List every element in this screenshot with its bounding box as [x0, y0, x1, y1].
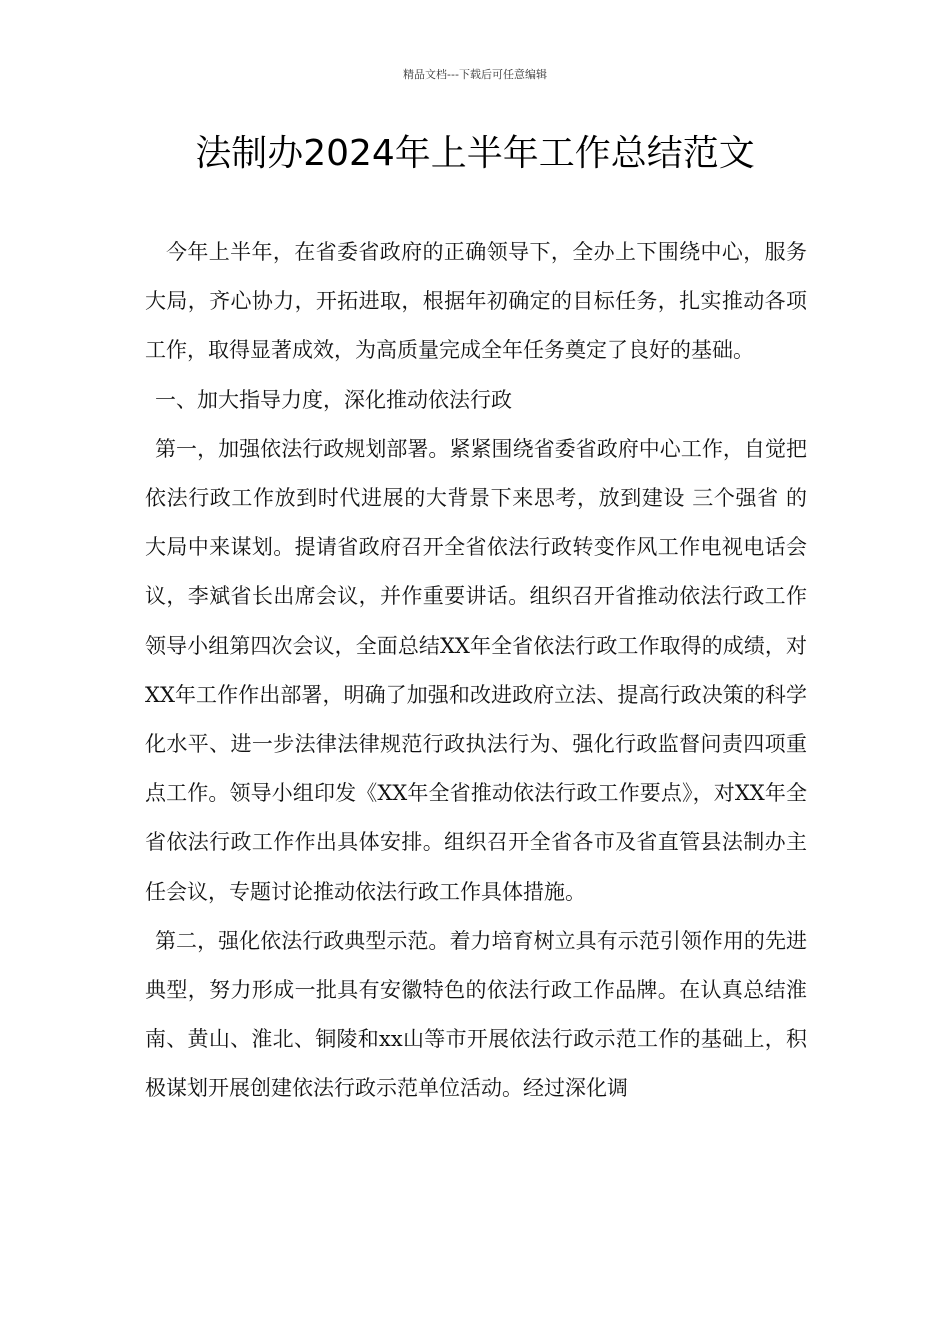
paragraph-second-point: 第二，强化依法行政典型示范。着力培育树立具有示范引领作用的先进典型，努力形成一批具有安徽特色的依法行政工作品牌。在认真总结淮南、黄山、淮北、铜陵和xx山等市开展依法行政示范工作的基础上，积极谋划开展创建依法行政示范单位活动。经过深化调 — [145, 928, 807, 1101]
paragraph-first-point: 第一，加强依法行政规划部署。紧紧围绕省委省政府中心工作，自觉把依法行政工作放到时代进展的大背景下来思考，放到建设 三个强省 的大局中来谋划。提请省政府召开全省依法行政转变作风工作电视电话会议，李斌省长出席会议，并作重要讲话。组织召开省推动依法行政工作领导小组第四次会议，全面总结XX年全省依法行政工作取得的成绩，对XX年工作作出部署，明确了加强和改进政府立法、提高行政决策的科学化水平、进一步法律法律规范行政执法行为、强化行政监督问责四项重点工作。领导小组印发《XX年全省推动依法行政工作要点》，对XX年全省依法行政工作作出具体安排。组织召开全省各市及省直管县法制办主任会议，专题讨论推动依法行政工作具体措施。 — [145, 436, 807, 904]
section-heading-1: 一、加大指导力度，深化推动依法行政 — [155, 387, 512, 412]
document-body — [145, 228, 807, 1114]
header-note: 精品文档---下载后可任意编辑 — [403, 68, 547, 81]
document-title: 法制办2024年上半年工作总结范文 — [195, 133, 755, 174]
paragraph-intro: 今年上半年，在省委省政府的正确领导下，全办上下围绕中心，服务大局，齐心协力，开拓进取，根据年初确定的目标任务，扎实推动各项工作，取得显著成效，为高质量完成全年任务奠定了良好的基础。 — [145, 240, 807, 363]
